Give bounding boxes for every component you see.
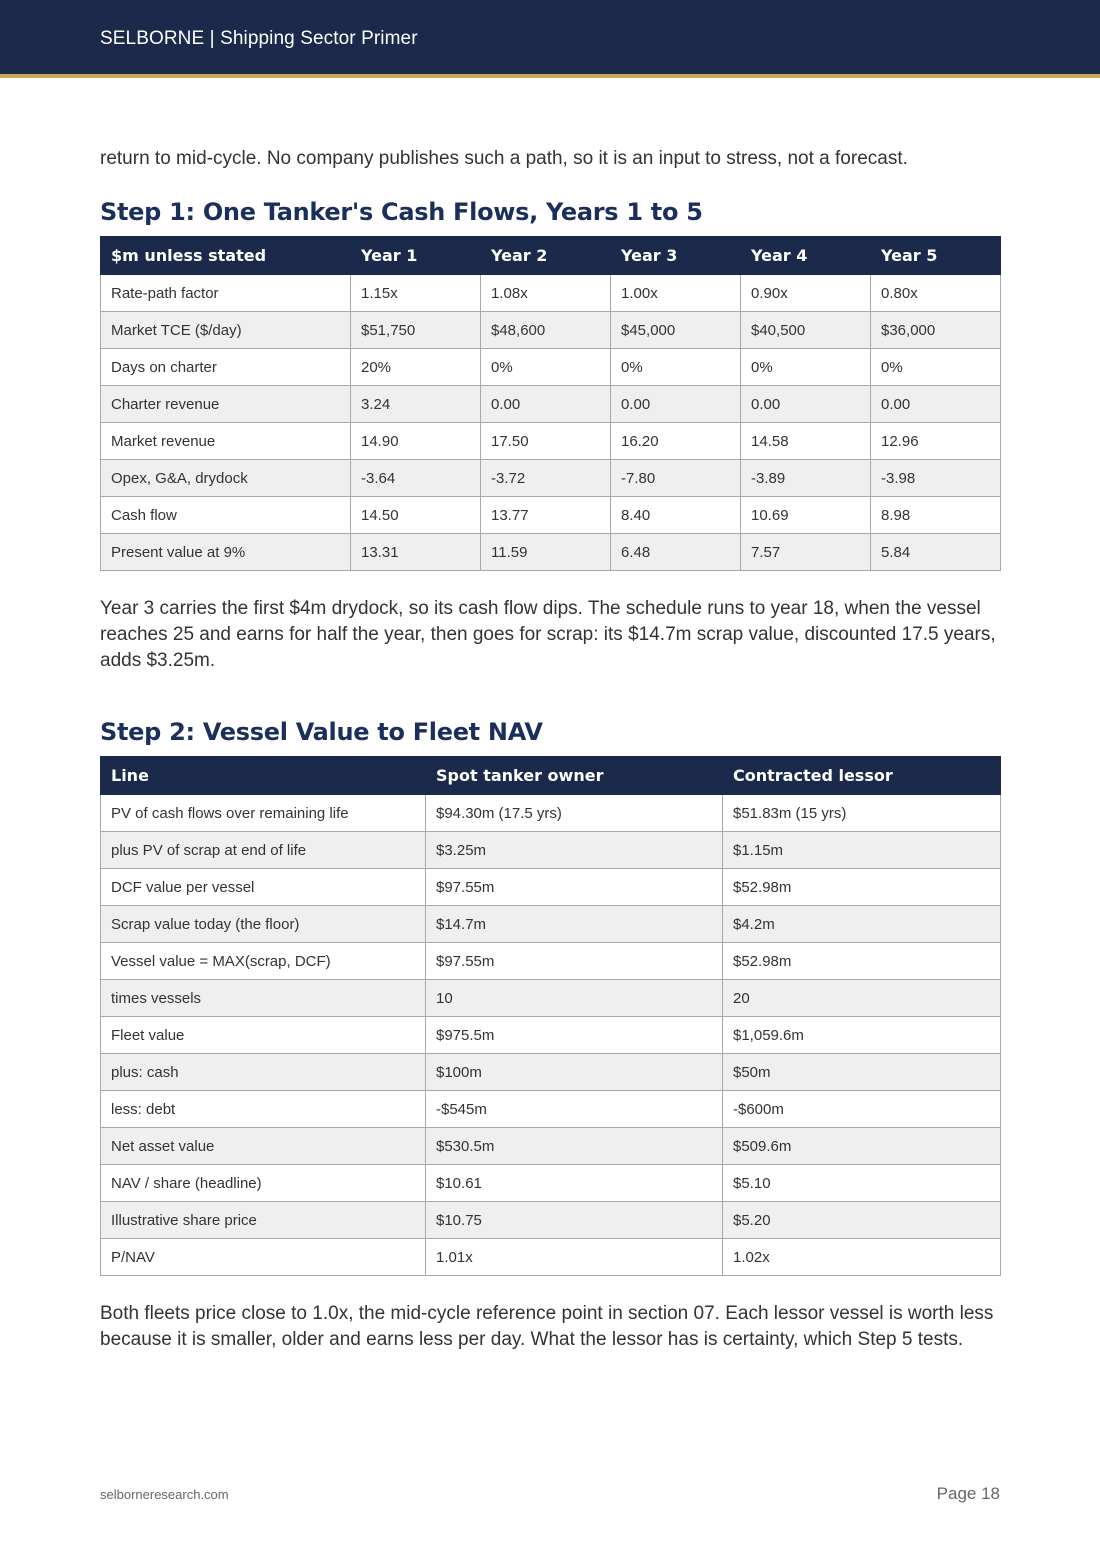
row-label: DCF value per vessel [101, 869, 426, 906]
table-row [101, 497, 1001, 534]
step2-note: Both fleets price close to 1.0x, the mid-cycle reference point in section 07. Each lessor vessel is worth less because it is smaller, older and earns less per day. What the lessor has is certainty, which Step 5 tests. [100, 1303, 994, 1350]
table-cell: $48,600 [481, 312, 611, 349]
row-label: NAV / share (headline) [101, 1165, 426, 1202]
row-label: Net asset value [101, 1128, 426, 1165]
table-cell: $5.20 [723, 1202, 1001, 1239]
table-cell: $3.25m [426, 832, 723, 869]
table-cell: 0.00 [871, 386, 1001, 423]
table-row [101, 906, 1001, 943]
table-row [101, 349, 1001, 386]
row-label: Market TCE ($/day) [101, 312, 351, 349]
row-label: Rate-path factor [101, 275, 351, 312]
table-cell: $975.5m [426, 1017, 723, 1054]
table-row [101, 1054, 1001, 1091]
column-header: Spot tanker owner [426, 757, 723, 795]
row-label: P/NAV [101, 1239, 426, 1276]
table-row [101, 1128, 1001, 1165]
table-cell: 17.50 [481, 423, 611, 460]
table-cell: $14.7m [426, 906, 723, 943]
table-cell: $45,000 [611, 312, 741, 349]
table-cell: 1.15x [351, 275, 481, 312]
table-cell: 0.90x [741, 275, 871, 312]
table-cell: 13.31 [351, 534, 481, 571]
step2-table [100, 756, 1001, 1276]
step1-body [101, 275, 1001, 571]
table-cell: 11.59 [481, 534, 611, 571]
column-header: Year 3 [611, 237, 741, 275]
table-row [101, 943, 1001, 980]
table-cell: $1,059.6m [723, 1017, 1001, 1054]
table-cell: 1.08x [481, 275, 611, 312]
table-cell: -7.80 [611, 460, 741, 497]
table-row [101, 1239, 1001, 1276]
table-cell: 12.96 [871, 423, 1001, 460]
row-label: less: debt [101, 1091, 426, 1128]
table-cell: 1.02x [723, 1239, 1001, 1276]
table-cell: -3.89 [741, 460, 871, 497]
table-cell: 3.24 [351, 386, 481, 423]
table-cell: 0.80x [871, 275, 1001, 312]
table-cell: 0.00 [481, 386, 611, 423]
table-cell: $40,500 [741, 312, 871, 349]
table-cell: 10 [426, 980, 723, 1017]
table-cell: 20% [351, 349, 481, 386]
table-row [101, 869, 1001, 906]
table-cell: $94.30m (17.5 yrs) [426, 795, 723, 832]
table-cell: 1.01x [426, 1239, 723, 1276]
step2-header-row [101, 757, 1001, 795]
table-cell: 0% [611, 349, 741, 386]
table-cell: -3.98 [871, 460, 1001, 497]
table-cell: 0.00 [611, 386, 741, 423]
table-cell: $4.2m [723, 906, 1001, 943]
table-cell: $100m [426, 1054, 723, 1091]
table-row [101, 312, 1001, 349]
table-row [101, 1017, 1001, 1054]
table-cell: 0% [481, 349, 611, 386]
row-label: Opex, G&A, drydock [101, 460, 351, 497]
table-cell: 16.20 [611, 423, 741, 460]
row-label: Illustrative share price [101, 1202, 426, 1239]
intro-paragraph: return to mid-cycle. No company publishes such a path, so it is an input to stress, not a forecast. [100, 148, 908, 169]
column-header: Year 4 [741, 237, 871, 275]
table-cell: 13.77 [481, 497, 611, 534]
table-cell: 8.40 [611, 497, 741, 534]
table-cell: $52.98m [723, 869, 1001, 906]
page-content [100, 146, 1000, 1353]
row-label: Scrap value today (the floor) [101, 906, 426, 943]
table-cell: $10.61 [426, 1165, 723, 1202]
table-cell: 14.90 [351, 423, 481, 460]
column-header: Year 1 [351, 237, 481, 275]
row-label: Market revenue [101, 423, 351, 460]
table-row [101, 386, 1001, 423]
column-header: Year 2 [481, 237, 611, 275]
table-cell: $5.10 [723, 1165, 1001, 1202]
column-header: $m unless stated [101, 237, 351, 275]
row-label: Present value at 9% [101, 534, 351, 571]
table-cell: 8.98 [871, 497, 1001, 534]
table-row [101, 832, 1001, 869]
step2-heading: Step 2: Vessel Value to Fleet NAV [100, 718, 543, 746]
row-label: times vessels [101, 980, 426, 1017]
table-cell: 5.84 [871, 534, 1001, 571]
step1-note: Year 3 carries the first $4m drydock, so its cash flow dips. The schedule runs to year 18, when the vessel reaches 25 and earns for half the year, then goes for scrap: its $14.7m scrap value, discounted 17.5 years, adds $3.25m. [100, 598, 996, 671]
table-cell: 10.69 [741, 497, 871, 534]
table-cell: -3.64 [351, 460, 481, 497]
step1-table [100, 236, 1001, 571]
step1-header-row [101, 237, 1001, 275]
table-row [101, 1091, 1001, 1128]
table-cell: $97.55m [426, 869, 723, 906]
table-cell: $50m [723, 1054, 1001, 1091]
table-cell: $97.55m [426, 943, 723, 980]
table-row [101, 460, 1001, 497]
table-cell: $509.6m [723, 1128, 1001, 1165]
table-cell: 7.57 [741, 534, 871, 571]
row-label: Vessel value = MAX(scrap, DCF) [101, 943, 426, 980]
table-cell: 0% [741, 349, 871, 386]
table-row [101, 1165, 1001, 1202]
table-row [101, 534, 1001, 571]
row-label: Charter revenue [101, 386, 351, 423]
table-cell: 0% [871, 349, 1001, 386]
table-cell: 6.48 [611, 534, 741, 571]
row-label: Cash flow [101, 497, 351, 534]
table-cell: -$600m [723, 1091, 1001, 1128]
table-cell: $1.15m [723, 832, 1001, 869]
row-label: plus PV of scrap at end of life [101, 832, 426, 869]
column-header: Contracted lessor [723, 757, 1001, 795]
page-number: Page 18 [936, 1484, 1000, 1503]
header-title: SELBORNE | Shipping Sector Primer [100, 28, 418, 49]
table-cell: -3.72 [481, 460, 611, 497]
column-header: Line [101, 757, 426, 795]
table-row [101, 795, 1001, 832]
table-cell: 1.00x [611, 275, 741, 312]
table-row [101, 275, 1001, 312]
table-cell: $530.5m [426, 1128, 723, 1165]
table-cell: $36,000 [871, 312, 1001, 349]
table-cell: 20 [723, 980, 1001, 1017]
table-cell: 14.58 [741, 423, 871, 460]
table-cell: $52.98m [723, 943, 1001, 980]
row-label: Fleet value [101, 1017, 426, 1054]
table-cell: $51.83m (15 yrs) [723, 795, 1001, 832]
footer-site-link[interactable]: selborneresearch.com [100, 1487, 229, 1502]
table-row [101, 423, 1001, 460]
table-row [101, 980, 1001, 1017]
column-header: Year 5 [871, 237, 1001, 275]
table-cell: $10.75 [426, 1202, 723, 1239]
row-label: Days on charter [101, 349, 351, 386]
row-label: plus: cash [101, 1054, 426, 1091]
table-cell: 14.50 [351, 497, 481, 534]
table-cell: 0.00 [741, 386, 871, 423]
table-cell: -$545m [426, 1091, 723, 1128]
step2-body [101, 795, 1001, 1276]
row-label: PV of cash flows over remaining life [101, 795, 426, 832]
table-cell: $51,750 [351, 312, 481, 349]
step1-heading: Step 1: One Tanker's Cash Flows, Years 1 to 5 [100, 198, 703, 226]
page-header [0, 0, 1100, 78]
table-row [101, 1202, 1001, 1239]
